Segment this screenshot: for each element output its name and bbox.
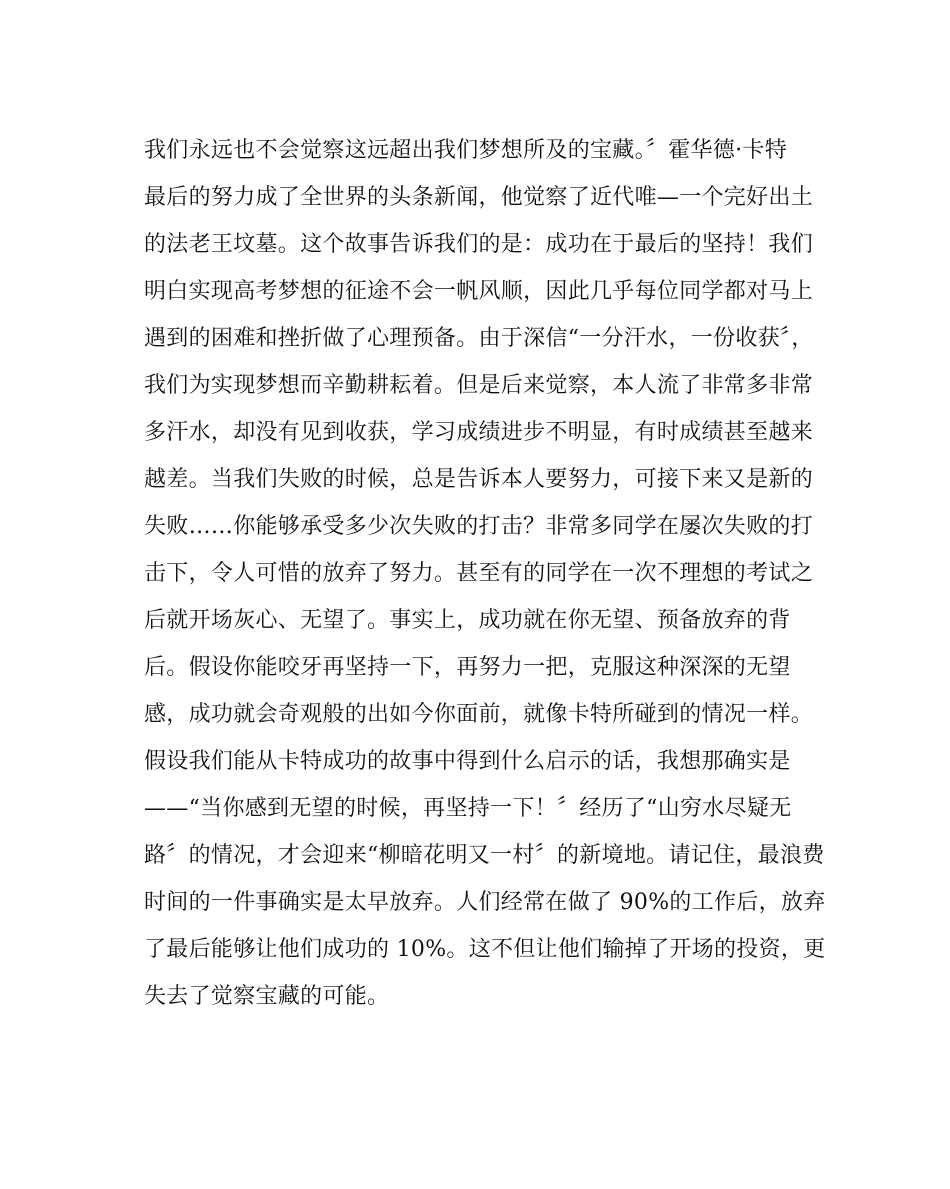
text-line: 明白实现高考梦想的征途不会一帆风顺，因此几乎每位同学都对马上 <box>144 279 814 304</box>
text-line: 遇到的困难和挫折做了心理预备。由于深信“一分汗水，一份收获〞， <box>144 326 814 351</box>
text-line: 假设我们能从卡特成功的故事中得到什么启示的话，我想那确实是 <box>144 749 791 774</box>
text-line: 最后的努力成了全世界的头条新闻，他觉察了近代唯—一个完好出土 <box>144 185 814 210</box>
text-line: 我们为实现梦想而辛勤耕耘着。但是后来觉察，本人流了非常多非常 <box>144 373 814 398</box>
text-line: 的法老王坟墓。这个故事告诉我们的是：成功在于最后的坚持！我们 <box>144 232 814 257</box>
text-line: 越差。当我们失败的时候，总是告诉本人要努力，可接下来又是新的 <box>144 467 814 492</box>
text-line: 多汗水，却没有见到收获，学习成绩进步不明显，有时成绩甚至越来 <box>144 420 814 445</box>
text-line: 失败……你能够承受多少次失败的打击？非常多同学在屡次失败的打 <box>144 514 814 539</box>
text-line: 我们永远也不会觉察这远超出我们梦想所及的宝藏。〞霍华德·卡特 <box>144 138 787 163</box>
text-line: 路〞的情况，才会迎来“柳暗花明又一村〞的新境地。请记住，最浪费 <box>144 843 825 868</box>
text-line: 时间的一件事确实是太早放弃。人们经常在做了 90%的工作后，放弃 <box>144 890 826 915</box>
text-line: 失去了觉察宝藏的可能。 <box>144 984 390 1009</box>
text-line: 击下，令人可惜的放弃了努力。甚至有的同学在一次不理想的考试之 <box>144 561 814 586</box>
text-line: 了最后能够让他们成功的 10%。这不但让他们输掉了开场的投资，更 <box>144 937 826 962</box>
text-line: 后就开场灰心、无望了。事实上，成功就在你无望、预备放弃的背 <box>144 608 791 633</box>
text-line: 感，成功就会奇观般的出如今你面前，就像卡特所碰到的情况一样。 <box>144 702 814 727</box>
text-line: ——“当你感到无望的时候，再坚持一下！〞经历了“山穷水尽疑无 <box>144 796 792 821</box>
body-text <box>144 127 824 1020</box>
text-line: 后。假设你能咬牙再坚持一下，再努力一把，克服这种深深的无望 <box>144 655 791 680</box>
